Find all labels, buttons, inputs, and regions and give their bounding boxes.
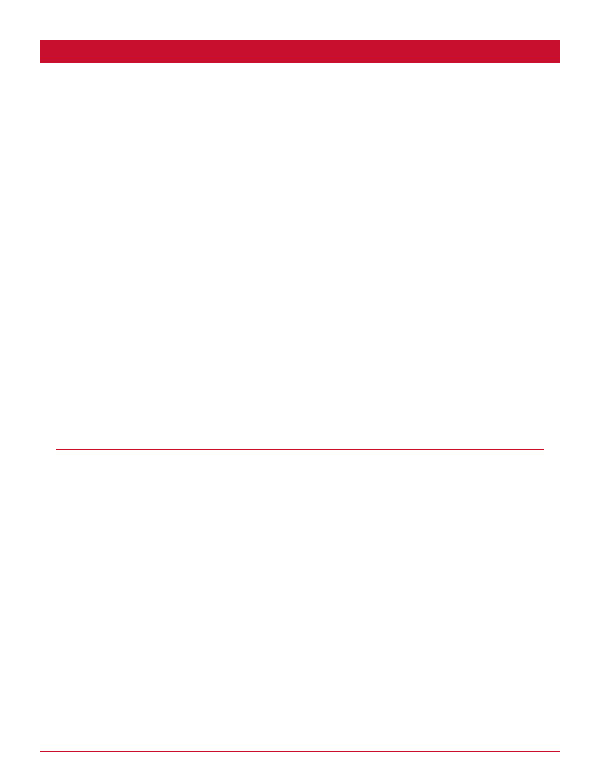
divider: [56, 449, 544, 450]
footer-divider: [40, 751, 560, 752]
abstract-body: [90, 477, 513, 480]
journal-header-bar: [40, 40, 560, 63]
article-dates: [56, 433, 546, 442]
